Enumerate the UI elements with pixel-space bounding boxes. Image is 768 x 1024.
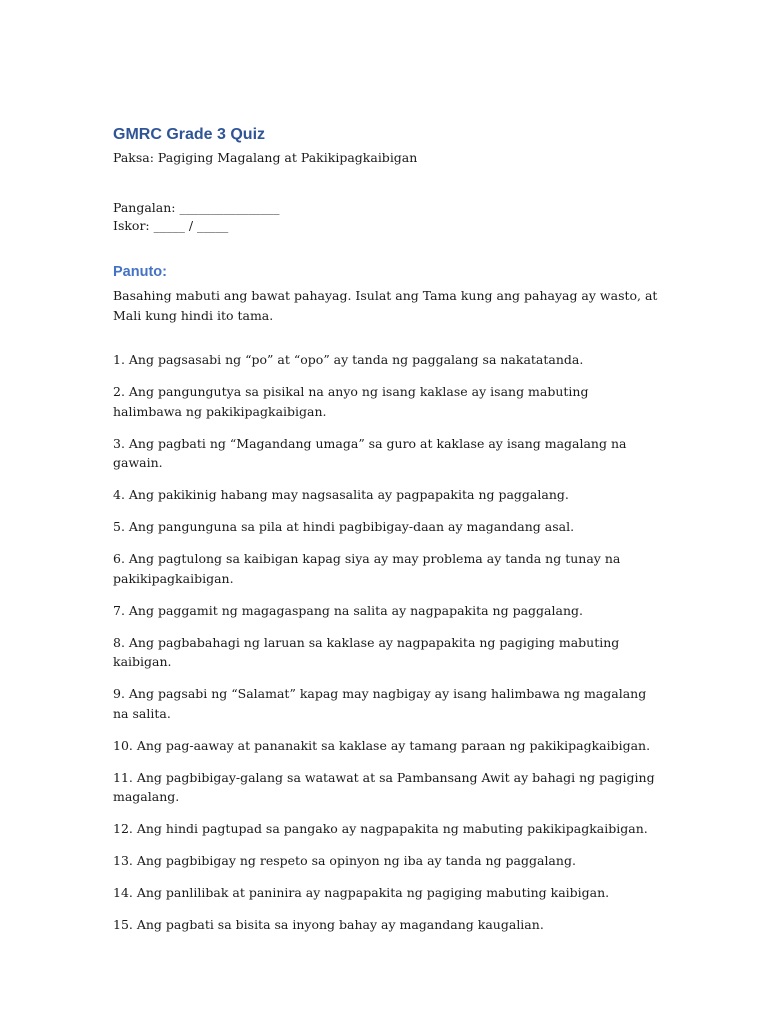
question-item: 6. Ang pagtulong sa kaibigan kapag siya ay may problema ay tanda ng tunay na pakikipagkaibigan. [113, 551, 621, 586]
question-item: 2. Ang pangungutya sa pisikal na anyo ng isang kaklase ay isang mabuting halimbawa ng pakikipagkaibigan. [113, 384, 589, 419]
student-fields [113, 199, 658, 235]
score-field: Iskor: _____ / _____ [113, 218, 229, 233]
question-item: 10. Ang pag-aaway at pananakit sa kaklase ay tamang paraan ng pakikipagkaibigan. [113, 737, 651, 753]
document-title: GMRC Grade 3 Quiz [113, 126, 266, 143]
question-item: 4. Ang pakikinig habang may nagsasalita ay pagpapakita ng paggalang. [113, 487, 569, 502]
document-subject: Paksa: Pagiging Magalang at Pakikipagkaibigan [113, 150, 418, 165]
name-field: Pangalan: ________________ [113, 200, 280, 215]
question-item: 7. Ang paggamit ng magagaspang na salita ay nagpapakita ng paggalang. [113, 602, 583, 618]
instructions-heading: Panuto: [113, 264, 167, 280]
question-list [113, 350, 658, 935]
question-item: 13. Ang pagbibigay ng respeto sa opinyon ng iba ay tanda ng paggalang. [113, 853, 576, 868]
instructions-text: Basahing mabuti ang bawat pahayag. Isulat ang Tama kung ang pahayag ay wasto, at Mali kung hindi ito tama. [113, 288, 658, 323]
question-item: 1. Ang pagsasabi ng “po” at “opo” ay tanda ng paggalang sa nakatatanda. [113, 352, 584, 367]
document-page [113, 124, 658, 947]
question-item: 14. Ang panlilibak at paninira ay nagpapakita ng pagiging mabuting kaibigan. [113, 885, 610, 900]
question-item: 5. Ang pangunguna sa pila at hindi pagbibigay-daan ay magandang asal. [113, 519, 575, 534]
question-item: 12. Ang hindi pagtupad sa pangako ay nagpapakita ng mabuting pakikipagkaibigan. [113, 821, 648, 836]
question-item: 9. Ang pagsabi ng “Salamat” kapag may nagbigay ay isang halimbawa ng magalang na salita. [113, 686, 647, 721]
question-item: 11. Ang pagbibigay-galang sa watawat at sa Pambansang Awit ay bahagi ng pagiging magalang. [113, 769, 655, 804]
question-item: 8. Ang pagbabahagi ng laruan sa kaklase ay nagpapakita ng pagiging mabuting kaibigan. [113, 634, 620, 669]
question-item: 3. Ang pagbati ng “Magandang umaga” sa guro at kaklase ay isang magalang na gawain. [113, 435, 627, 470]
question-item: 15. Ang pagbati sa bisita sa inyong bahay ay magandang kaugalian. [113, 917, 544, 932]
